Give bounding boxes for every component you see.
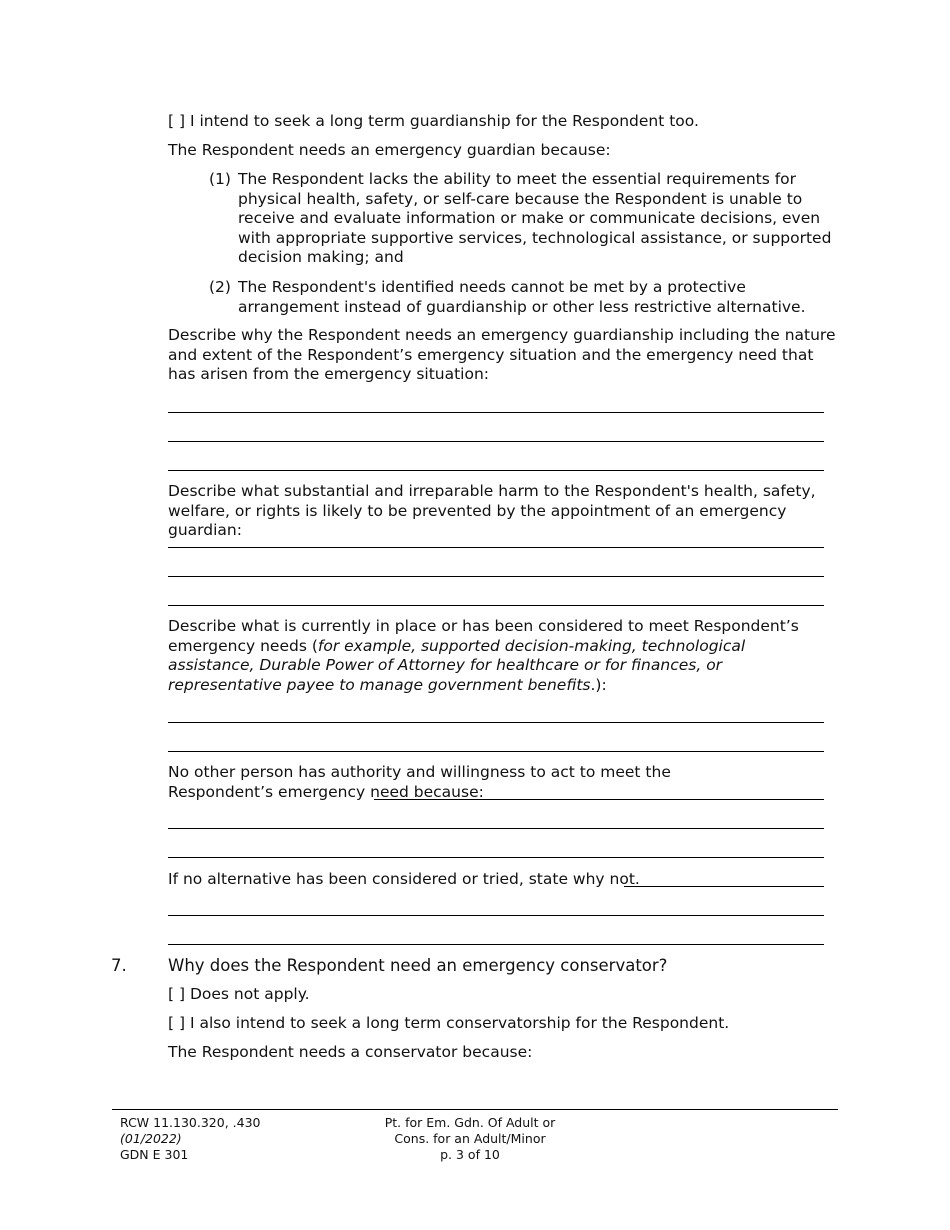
no-alternative-line-1[interactable] [168,915,824,916]
reason-2-number: (2) [209,278,231,296]
describe-harm-line-1[interactable] [168,547,824,548]
long-term-conservatorship-option[interactable] [168,1014,729,1034]
long-term-conservatorship-checkbox[interactable]: [ ] [168,1014,186,1032]
no-alternative-prompt: If no alternative has been considered or tried, state why not. [168,870,640,888]
describe-current-examples: for example, supported decision-making, technological assistance, Durable Power of Attorney for healthcare or for finances, or representative payee to manage government benefits [168,636,746,694]
reason-1-number: (1) [209,170,231,188]
footer-rcw: RCW 11.130.320, .430 [120,1115,261,1130]
footer-page-number: p. 3 of 10 [440,1147,500,1162]
footer-title-line-2: Cons. for an Adult/Minor [394,1131,546,1146]
guardian-needs-intro: The Respondent needs an emergency guardian because: [168,141,611,159]
section-7-number: 7. [111,956,127,975]
reason-1-text: The Respondent lacks the ability to meet the essential requirements for physical health, safety, or self-care because the Respondent is unable to receive and evaluate information or make or communicate decisions, even with appropriate supportive services, technological assistance, or supported decision making; and [238,170,832,266]
no-other-person-inline-line[interactable] [374,799,824,800]
footer-divider [112,1109,838,1110]
describe-current-line-1[interactable] [168,722,824,723]
footer-date: (01/2022) [120,1131,182,1146]
long-term-guardianship-checkbox[interactable]: [ ] [168,112,186,130]
section-7-heading: Why does the Respondent need an emergency conservator? [168,956,668,975]
long-term-guardianship-option[interactable] [168,112,699,132]
no-other-person-prompt: No other person has authority and willingness to act to meet the Respondent’s emergency need because: [168,763,671,801]
describe-current-end: .): [590,675,607,694]
long-term-conservatorship-label: I also intend to seek a long term conservatorship for the Respondent. [189,1014,730,1032]
footer-title-line-1: Pt. for Em. Gdn. Of Adult or [384,1115,556,1130]
describe-current-line-2[interactable] [168,751,824,752]
conservator-needs-intro: The Respondent needs a conservator because: [168,1043,533,1061]
describe-need-prompt: Describe why the Respondent needs an emergency guardianship including the nature and extent of the Respondent’s emergency situation and the emergency need that has arisen from the emergency situation: [168,326,836,383]
does-not-apply-checkbox[interactable]: [ ] [168,985,186,1003]
footer-form-id: GDN E 301 [120,1147,189,1162]
reason-2-text: The Respondent's identified needs cannot be met by a protective arrangement instead of guardianship or other less restrictive alternative. [238,278,806,316]
no-alternative-inline-line[interactable] [624,886,824,887]
describe-harm-prompt: Describe what substantial and irreparable harm to the Respondent's health, safety, welfare, or rights is likely to be prevented by the appointment of an emergency guardian: [168,482,816,539]
describe-harm-line-3[interactable] [168,605,824,606]
no-other-person-line-1[interactable] [168,828,824,829]
long-term-guardianship-label: I intend to seek a long term guardianship for the Respondent too. [189,112,699,130]
describe-need-line-2[interactable] [168,441,824,442]
describe-need-line-3[interactable] [168,470,824,471]
describe-current-prompt [168,617,828,695]
does-not-apply-option[interactable] [168,985,310,1005]
describe-need-line-1[interactable] [168,412,824,413]
no-other-person-line-2[interactable] [168,857,824,858]
describe-harm-line-2[interactable] [168,576,824,577]
describe-current-text: Describe what is currently in place or has been considered to meet Respondent’s emergency needs ( [168,617,799,655]
no-alternative-line-2[interactable] [168,944,824,945]
does-not-apply-label: Does not apply. [189,985,310,1003]
